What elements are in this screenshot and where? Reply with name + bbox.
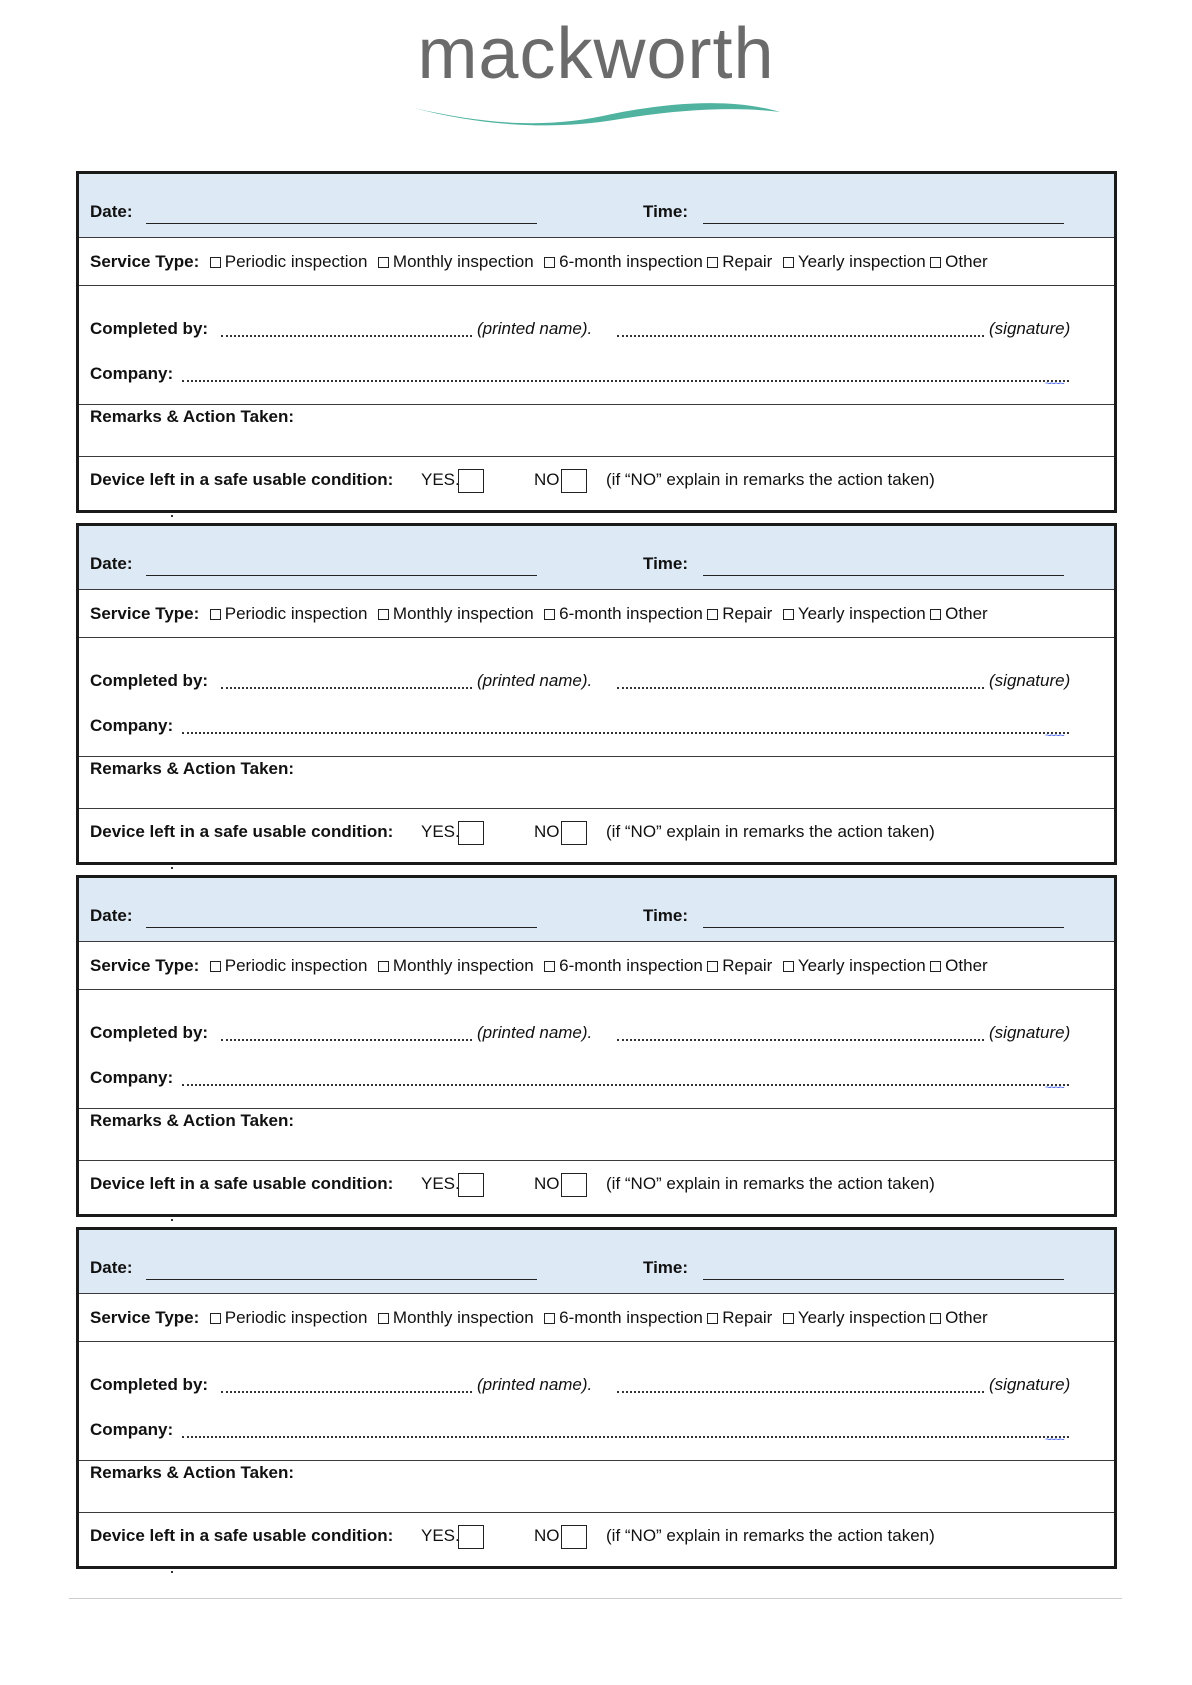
remarks-row[interactable] [79, 1461, 1114, 1513]
remarks-row[interactable] [79, 757, 1114, 809]
service-option[interactable] [783, 604, 926, 623]
device-condition-row [79, 1513, 1114, 1566]
time-field[interactable] [703, 926, 1064, 928]
printed-name-field[interactable] [221, 334, 472, 337]
spellcheck-squiggle-icon: ~~~~ [1045, 1434, 1063, 1446]
service-option[interactable] [783, 1308, 926, 1327]
checkbox-icon[interactable] [783, 961, 794, 972]
checkbox-icon[interactable] [707, 609, 718, 620]
option-label: 6-month inspection [559, 956, 703, 975]
option-label: Monthly inspection [392, 252, 534, 271]
page-mark [171, 1571, 173, 1573]
option-label: Other [945, 252, 988, 271]
service-option[interactable] [378, 1308, 534, 1327]
date-label: Date: [90, 202, 133, 221]
option-label: Yearly inspection [797, 1308, 926, 1327]
remarks-row[interactable] [79, 405, 1114, 457]
yes-label: YES. [421, 470, 460, 489]
no-label: NO [534, 1174, 560, 1193]
service-type-line [90, 956, 988, 976]
date-field[interactable] [146, 222, 537, 224]
company-field[interactable] [182, 1435, 1069, 1438]
signature-field[interactable] [617, 686, 984, 689]
checkbox-icon[interactable] [930, 1313, 941, 1324]
device-condition-label: Device left in a safe usable condition: [90, 1174, 394, 1193]
date-time-row [79, 878, 1114, 942]
option-label: Monthly inspection [392, 956, 534, 975]
checkbox-icon[interactable] [378, 961, 389, 972]
printed-name-caption: (printed name). [477, 1023, 593, 1042]
completed-by-label: Completed by: [90, 1023, 209, 1042]
device-condition-label: Device left in a safe usable condition: [90, 1526, 394, 1545]
spellcheck-squiggle-icon: ~~~~ [1045, 730, 1063, 742]
no-checkbox[interactable] [561, 821, 587, 845]
checkbox-icon[interactable] [707, 257, 718, 268]
no-note: (if “NO” explain in remarks the action taken) [606, 470, 935, 489]
no-note: (if “NO” explain in remarks the action taken) [606, 1174, 935, 1193]
company-field[interactable] [182, 1083, 1069, 1086]
no-note: (if “NO” explain in remarks the action taken) [606, 1526, 935, 1545]
service-option[interactable] [210, 252, 368, 271]
no-note: (if “NO” explain in remarks the action taken) [606, 822, 935, 841]
date-time-row [79, 174, 1114, 238]
remarks-label: Remarks & Action Taken: [90, 1463, 295, 1482]
service-option[interactable] [930, 1308, 988, 1327]
option-label: Yearly inspection [797, 252, 926, 271]
date-field[interactable] [146, 574, 537, 576]
checkbox-icon[interactable] [378, 1313, 389, 1324]
option-label: Repair [722, 956, 773, 975]
date-field[interactable] [146, 1278, 537, 1280]
service-type-line [90, 252, 988, 272]
signature-field[interactable] [617, 334, 984, 337]
remarks-label: Remarks & Action Taken: [90, 759, 295, 778]
printed-name-field[interactable] [221, 686, 472, 689]
date-label: Date: [90, 554, 133, 573]
option-label: Periodic inspection [224, 252, 368, 271]
signature-caption: (signature) [989, 1375, 1071, 1394]
company-label: Company: [90, 1420, 174, 1439]
service-type-label: Service Type: [90, 1308, 200, 1327]
service-type-line [90, 604, 988, 624]
service-option[interactable] [707, 604, 772, 623]
service-type-row [79, 1294, 1114, 1342]
time-label: Time: [643, 202, 689, 221]
printed-name-field[interactable] [221, 1038, 472, 1041]
time-label: Time: [643, 1258, 689, 1277]
date-time-row [79, 1230, 1114, 1294]
checkbox-icon[interactable] [930, 961, 941, 972]
service-option[interactable] [378, 252, 534, 271]
service-type-row [79, 238, 1114, 286]
yes-checkbox[interactable] [458, 821, 484, 845]
spellcheck-squiggle-icon: ~~~~ [1045, 1082, 1063, 1094]
service-option[interactable] [783, 956, 926, 975]
option-label: Periodic inspection [224, 604, 368, 623]
checkbox-icon[interactable] [544, 1313, 555, 1324]
service-option[interactable] [707, 956, 772, 975]
time-label: Time: [643, 554, 689, 573]
service-option[interactable] [707, 252, 772, 271]
checkbox-icon[interactable] [930, 257, 941, 268]
service-option[interactable] [210, 1308, 368, 1327]
date-field[interactable] [146, 926, 537, 928]
service-record-form [76, 523, 1117, 865]
option-label: Other [945, 956, 988, 975]
option-label: Other [945, 1308, 988, 1327]
option-label: Other [945, 604, 988, 623]
service-type-label: Service Type: [90, 956, 200, 975]
no-label: NO [534, 1526, 560, 1545]
checkbox-icon[interactable] [783, 1313, 794, 1324]
checkbox-icon[interactable] [544, 961, 555, 972]
remarks-label: Remarks & Action Taken: [90, 1111, 295, 1130]
completed-by-row [79, 990, 1114, 1109]
device-condition-row [79, 1161, 1114, 1214]
service-type-row [79, 590, 1114, 638]
checkbox-icon[interactable] [544, 609, 555, 620]
yes-label: YES. [421, 822, 460, 841]
service-option[interactable] [544, 252, 703, 271]
option-label: Periodic inspection [224, 1308, 368, 1327]
service-type-line [90, 1308, 988, 1328]
service-option[interactable] [783, 252, 926, 271]
option-label: 6-month inspection [559, 1308, 703, 1327]
option-label: Yearly inspection [797, 604, 926, 623]
checkbox-icon[interactable] [707, 1313, 718, 1324]
yes-label: YES. [421, 1526, 460, 1545]
checkbox-icon[interactable] [210, 1313, 221, 1324]
option-label: Periodic inspection [224, 956, 368, 975]
service-forms [76, 171, 1117, 1579]
checkbox-icon[interactable] [210, 257, 221, 268]
service-option[interactable] [544, 956, 703, 975]
option-label: Yearly inspection [797, 956, 926, 975]
date-label: Date: [90, 906, 133, 925]
mackworth-logo [0, 14, 1192, 114]
completed-by-label: Completed by: [90, 319, 209, 338]
option-label: Repair [722, 1308, 773, 1327]
completed-by-row [79, 286, 1114, 405]
device-condition-row [79, 809, 1114, 862]
service-option[interactable] [378, 956, 534, 975]
signature-field[interactable] [617, 1390, 984, 1393]
service-option[interactable] [210, 604, 368, 623]
option-label: 6-month inspection [559, 604, 703, 623]
checkbox-icon[interactable] [210, 961, 221, 972]
device-condition-row [79, 457, 1114, 510]
checkbox-icon[interactable] [783, 257, 794, 268]
checkbox-icon[interactable] [544, 257, 555, 268]
yes-checkbox[interactable] [458, 469, 484, 493]
logo-wave-icon [412, 90, 782, 126]
service-option[interactable] [378, 604, 534, 623]
company-field[interactable] [182, 379, 1069, 382]
service-option[interactable] [930, 604, 988, 623]
spellcheck-squiggle-icon: ~~~~ [1045, 378, 1063, 390]
no-label: NO [534, 470, 560, 489]
service-record-form [76, 1227, 1117, 1569]
remarks-label: Remarks & Action Taken: [90, 407, 295, 426]
printed-name-caption: (printed name). [477, 671, 593, 690]
completed-by-row [79, 1342, 1114, 1461]
yes-checkbox[interactable] [458, 1525, 484, 1549]
printed-name-caption: (printed name). [477, 1375, 593, 1394]
printed-name-field[interactable] [221, 1390, 472, 1393]
service-type-label: Service Type: [90, 604, 200, 623]
footer-divider [69, 1598, 1122, 1599]
time-field[interactable] [703, 574, 1064, 576]
service-option[interactable] [707, 1308, 772, 1327]
logo-wordmark: mackworth [417, 14, 775, 94]
service-type-row [79, 942, 1114, 990]
no-checkbox[interactable] [561, 1525, 587, 1549]
option-label: Repair [722, 604, 773, 623]
no-checkbox[interactable] [561, 469, 587, 493]
signature-field[interactable] [617, 1038, 984, 1041]
date-label: Date: [90, 1258, 133, 1277]
signature-caption: (signature) [989, 671, 1071, 690]
device-condition-label: Device left in a safe usable condition: [90, 822, 394, 841]
time-field[interactable] [703, 222, 1064, 224]
checkbox-icon[interactable] [707, 961, 718, 972]
page-mark [171, 515, 173, 517]
service-option[interactable] [930, 956, 988, 975]
checkbox-icon[interactable] [930, 609, 941, 620]
option-label: Monthly inspection [392, 1308, 534, 1327]
time-label: Time: [643, 906, 689, 925]
signature-caption: (signature) [989, 319, 1071, 338]
no-checkbox[interactable] [561, 1173, 587, 1197]
service-type-label: Service Type: [90, 252, 200, 271]
service-option[interactable] [210, 956, 368, 975]
company-field[interactable] [182, 731, 1069, 734]
option-label: Repair [722, 252, 773, 271]
service-option[interactable] [930, 252, 988, 271]
option-label: Monthly inspection [392, 604, 534, 623]
completed-by-label: Completed by: [90, 1375, 209, 1394]
checkbox-icon[interactable] [210, 609, 221, 620]
yes-label: YES. [421, 1174, 460, 1193]
page-mark [171, 1219, 173, 1221]
signature-caption: (signature) [989, 1023, 1071, 1042]
company-label: Company: [90, 716, 174, 735]
checkbox-icon[interactable] [783, 609, 794, 620]
service-record-form [76, 875, 1117, 1217]
time-field[interactable] [703, 1278, 1064, 1280]
company-label: Company: [90, 364, 174, 383]
device-condition-label: Device left in a safe usable condition: [90, 470, 394, 489]
page-mark [171, 867, 173, 869]
company-label: Company: [90, 1068, 174, 1087]
yes-checkbox[interactable] [458, 1173, 484, 1197]
completed-by-row [79, 638, 1114, 757]
option-label: 6-month inspection [559, 252, 703, 271]
completed-by-label: Completed by: [90, 671, 209, 690]
no-label: NO [534, 822, 560, 841]
service-record-form [76, 171, 1117, 513]
checkbox-icon[interactable] [378, 609, 389, 620]
service-option[interactable] [544, 604, 703, 623]
service-option[interactable] [544, 1308, 703, 1327]
printed-name-caption: (printed name). [477, 319, 593, 338]
remarks-row[interactable] [79, 1109, 1114, 1161]
date-time-row [79, 526, 1114, 590]
checkbox-icon[interactable] [378, 257, 389, 268]
